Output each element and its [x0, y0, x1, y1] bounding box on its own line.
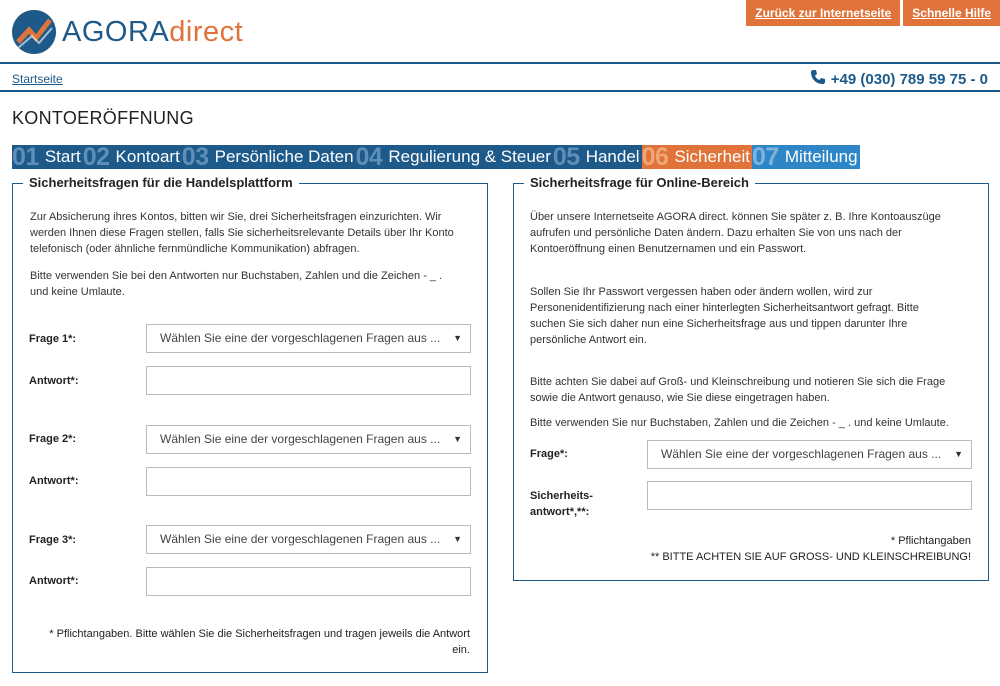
logo-agora-text: AGORA [62, 15, 170, 48]
online-answer-label: antwort*,**: [530, 506, 590, 518]
answer-2-input[interactable] [146, 467, 471, 496]
logo-direct-text: direct [169, 15, 244, 48]
step-start [12, 145, 83, 169]
intro-line: Zur Absicherung ihres Kontos, bitten wir Sie, drei Sicherheitsfragen einzurichten. Wir [30, 211, 442, 223]
question-3-select-value: Wählen Sie eine der vorgeschlagenen Fragen aus ... [160, 532, 441, 546]
info-line: suchen Sie sich daher nun eine Sicherheitsfrage aus und tippen darunter Ihre [530, 318, 908, 330]
step-regulierung-steuer [356, 145, 553, 169]
logo-text [62, 16, 243, 49]
online-question-select[interactable] [647, 440, 972, 469]
info-line: Sollen Sie Ihr Passwort vergessen haben oder ändern wollen, wird zur [530, 286, 873, 298]
intro-line: werden Ihnen diese Fragen stellen, falls Sie sicherheitsrelevante Details über Ihr Konto [30, 227, 454, 239]
online-security-title: Sicherheitsfrage für Online-Bereich [524, 175, 755, 190]
question-1-select-value: Wählen Sie eine der vorgeschlagenen Fragen aus ... [160, 331, 441, 345]
answer-3-input[interactable] [146, 567, 471, 596]
page-title: KONTOERÖFFNUNG [12, 108, 194, 128]
step-number: 05 [552, 143, 580, 171]
step-label: Regulierung & Steuer [388, 147, 551, 166]
trading-security-title: Sicherheitsfragen für die Handelsplattform [23, 175, 299, 190]
step-persoenliche-daten [182, 145, 356, 169]
rules-line: und keine Umlaute. [30, 286, 125, 298]
step-label: Persönliche Daten [214, 147, 354, 166]
dropdown-arrow-icon: ▼ [453, 534, 462, 544]
back-to-website-button[interactable]: Zurück zur Internetseite [746, 0, 900, 26]
question-3-label: Frage 3*: [29, 534, 77, 546]
step-kontoart [83, 145, 182, 169]
left-footnote: * Pflichtangaben. Bitte wählen Sie die Sicherheitsfragen und tragen jeweils die Antwort [49, 628, 470, 640]
left-footnote: ein. [452, 644, 470, 656]
answer-1-input[interactable] [146, 366, 471, 395]
step-number: 07 [752, 143, 779, 171]
step-number: 01 [12, 143, 39, 171]
intro-line: telefonisch (oder ähnliche fernmündliche Kommunikation) abfragen. [30, 243, 360, 255]
info-line: Bitte verwenden Sie nur Buchstaben, Zahlen und die Zeichen - _ . und keine Umlaute. [530, 417, 949, 429]
answer-3-label: Antwort*: [29, 575, 79, 587]
dropdown-arrow-icon: ▼ [453, 434, 462, 444]
phone-number-text: +49 (030) 789 59 75 - 0 [830, 70, 988, 88]
info-line: Personenidentifizierung nach einer hinterlegten Sicherheitsantwort gefragt. Bitte [530, 302, 919, 314]
phone-number [810, 69, 988, 89]
header-divider [0, 62, 1000, 64]
step-label: Handel [585, 147, 640, 166]
header [0, 0, 1000, 62]
quick-help-button[interactable]: Schnelle Hilfe [903, 0, 1000, 26]
step-mitteilung [752, 145, 860, 169]
online-answer-input[interactable] [647, 481, 972, 510]
dropdown-arrow-icon: ▼ [954, 449, 963, 459]
question-3-select[interactable] [146, 525, 471, 554]
step-sicherheit [642, 145, 752, 169]
case-sensitivity-note: ** BITTE ACHTEN SIE AUF GROSS- UND KLEINSCHREIBUNG! [650, 551, 971, 563]
online-security-panel [513, 175, 989, 581]
step-label: Mitteilung [784, 147, 858, 166]
answer-1-label: Antwort*: [29, 375, 79, 387]
dropdown-arrow-icon: ▼ [453, 333, 462, 343]
info-line: persönliche Antwort ein. [530, 334, 647, 346]
step-number: 04 [355, 143, 383, 171]
info-line: Bitte achten Sie dabei auf Groß- und Kleinschreibung und notieren Sie sich die Frage [530, 376, 946, 388]
info-line: Über unsere Internetseite AGORA direct. können Sie später z. B. Ihre Kontoauszüge [530, 211, 941, 223]
phone-icon [810, 69, 826, 89]
question-1-label: Frage 1*: [29, 333, 77, 345]
step-label: Kontoart [115, 147, 180, 166]
agora-logo[interactable] [12, 10, 243, 54]
step-number: 03 [181, 143, 209, 171]
logo-mark-icon [12, 10, 56, 54]
step-label: Sicherheit [674, 147, 750, 166]
info-line: aufrufen und persönliche Daten ändern. Dazu erhalten Sie von uns nach der [530, 227, 902, 239]
top-buttons [746, 0, 1000, 26]
online-question-label: Frage*: [530, 448, 568, 460]
question-2-select-value: Wählen Sie eine der vorgeschlagenen Fragen aus ... [160, 432, 441, 446]
online-answer-label: Sicherheits- [530, 490, 593, 502]
info-line: sowie die Antwort genauso, wie Sie diese eingetragen haben. [530, 392, 830, 404]
step-number: 06 [641, 143, 669, 171]
breadcrumb-startseite[interactable]: Startseite [12, 72, 63, 86]
step-handel [553, 145, 642, 169]
nav-divider [0, 90, 1000, 92]
info-line: Kontoeröffnung einen Benutzernamen und ein Passwort. [530, 243, 807, 255]
question-2-select[interactable] [146, 425, 471, 454]
trading-security-panel [12, 175, 488, 673]
rules-line: Bitte verwenden Sie bei den Antworten nur Buchstaben, Zahlen und die Zeichen - _ . [30, 270, 443, 282]
question-2-label: Frage 2*: [29, 433, 77, 445]
step-label: Start [44, 147, 81, 166]
required-note: * Pflichtangaben [890, 535, 971, 547]
online-question-select-value: Wählen Sie eine der vorgeschlagenen Fragen aus ... [661, 447, 942, 461]
step-number: 02 [82, 143, 110, 171]
answer-2-label: Antwort*: [29, 475, 79, 487]
progress-steps [12, 145, 860, 169]
question-1-select[interactable] [146, 324, 471, 353]
